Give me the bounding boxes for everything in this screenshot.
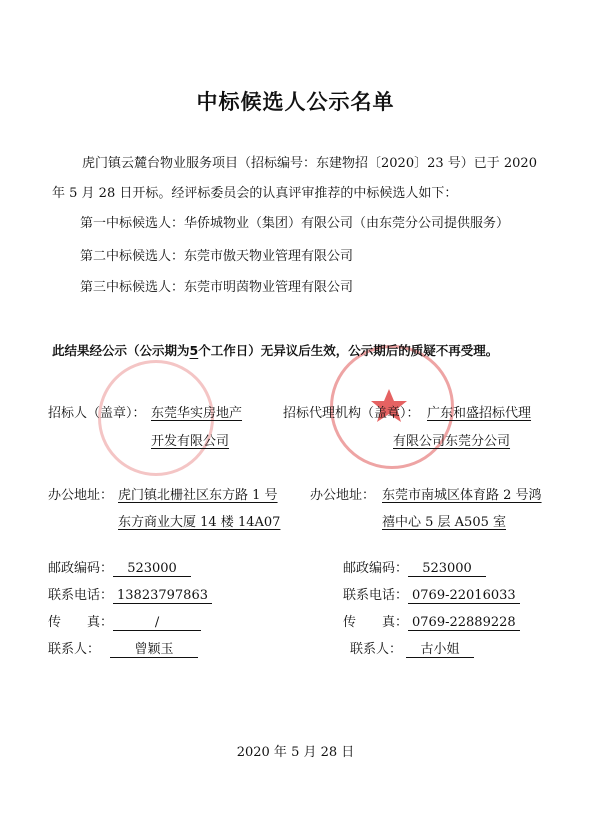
agent-phone-row xyxy=(343,584,520,604)
phone-value: 0769-22016033 xyxy=(408,588,520,604)
agent-label: 招标代理机构（盖章）： xyxy=(283,406,420,421)
notice-days: 5 xyxy=(189,343,199,358)
phone-label: 联系电话： xyxy=(343,588,409,603)
postcode-label: 邮政编码： xyxy=(48,561,114,576)
tenderer-name-2: 开发有限公司 xyxy=(151,434,230,449)
candidate-name: 东莞市明茵物业管理有限公司 xyxy=(184,280,354,295)
contact-value: 古小姐 xyxy=(406,638,474,658)
notice xyxy=(52,341,498,359)
tenderer-phone-row xyxy=(48,584,212,604)
fax-value: / xyxy=(113,615,201,631)
tenderer-contact-row xyxy=(48,638,198,658)
agent-address-label: 办公地址： xyxy=(310,488,376,503)
notice-pre: 此结果经公示（公示期为 xyxy=(52,343,190,358)
tenderer-address-1: 虎门镇北栅社区东方路 1 号 xyxy=(118,488,278,503)
notice-post: 个工作日）无异议后生效，公示期后的质疑不再受理。 xyxy=(198,343,499,358)
candidate-1 xyxy=(80,212,509,231)
postcode-label: 邮政编码： xyxy=(343,561,409,576)
tenderer-postcode-row xyxy=(48,557,191,577)
agent-address-2: 禧中心 5 层 A505 室 xyxy=(382,515,507,530)
intro-line-1: 虎门镇云麓台物业服务项目（招标编号：东建物招〔2020〕23 号）已于 2020 xyxy=(82,156,537,171)
fax-value: 0769-22889228 xyxy=(408,615,520,631)
tenderer-fax-row xyxy=(48,611,201,631)
agent-postcode-row xyxy=(343,557,486,577)
contact-label: 联系人： xyxy=(350,642,403,657)
agent-name-2: 有限公司东莞分公司 xyxy=(393,434,511,449)
intro-line-2: 年 5 月 28 日开标。经评标委员会的认真评审推荐的中标候选人如下： xyxy=(52,186,458,201)
fax-label: 传 真： xyxy=(48,615,114,630)
tenderer-label: 招标人（盖章）： xyxy=(48,406,146,421)
candidate-3 xyxy=(80,276,353,295)
candidate-label: 第一中标候选人： xyxy=(80,216,185,231)
candidate-2 xyxy=(80,245,353,264)
agent-fax-row xyxy=(343,611,520,631)
tenderer-address-label: 办公地址： xyxy=(48,488,114,503)
contact-value: 曾颖玉 xyxy=(110,638,198,658)
contact-label: 联系人： xyxy=(48,642,101,657)
document-date: 2020 年 5 月 28 日 xyxy=(236,745,355,760)
tenderer-address-2: 东方商业大厦 14 楼 14A07 xyxy=(118,515,281,530)
postcode-value: 523000 xyxy=(113,561,191,577)
fax-label: 传 真： xyxy=(343,615,409,630)
postcode-value: 523000 xyxy=(408,561,486,577)
agent-address-1: 东莞市南城区体育路 2 号鸿 xyxy=(382,488,542,503)
agent-name-1: 广东和盛招标代理 xyxy=(427,406,532,421)
tenderer-name-1: 东莞华实房地产 xyxy=(151,406,243,421)
candidate-name: 华侨城物业（集团）有限公司（由东莞分公司提供服务） xyxy=(184,216,510,231)
candidate-name: 东莞市傲天物业管理有限公司 xyxy=(184,249,354,264)
agent-contact-row xyxy=(350,638,474,658)
phone-label: 联系电话： xyxy=(48,588,114,603)
phone-value: 13823797863 xyxy=(113,588,212,604)
candidate-label: 第二中标候选人： xyxy=(80,249,185,264)
page-title: 中标候选人公示名单 xyxy=(196,90,395,114)
candidate-label: 第三中标候选人： xyxy=(80,280,185,295)
